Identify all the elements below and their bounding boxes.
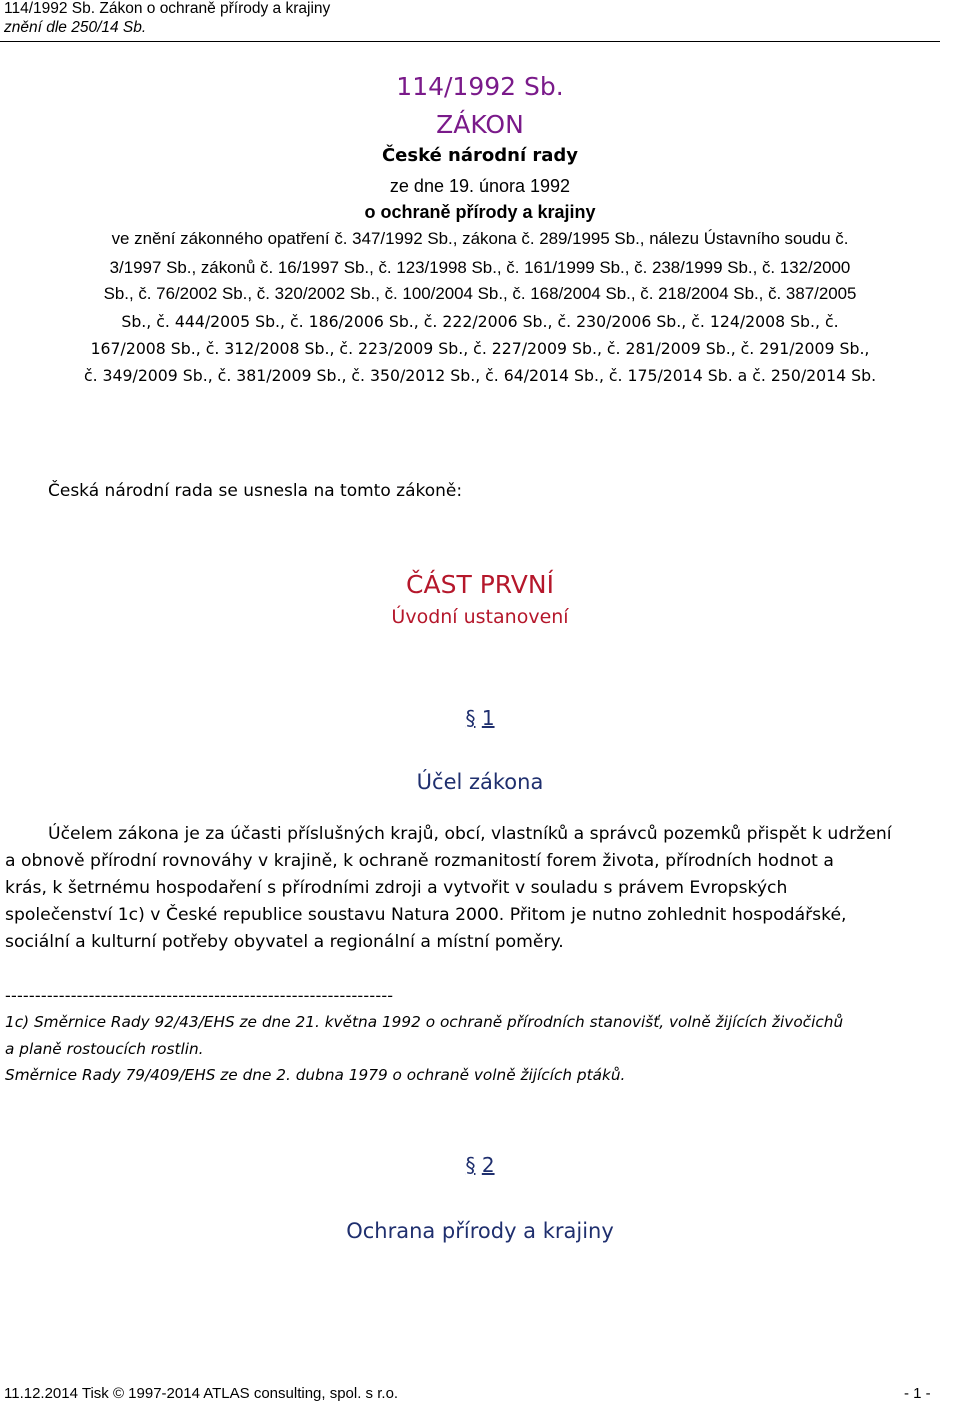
law-date: ze dne 19. února 1992 bbox=[389, 176, 571, 196]
section-2-title: Ochrana přírody a krajiny bbox=[346, 1219, 614, 1243]
amendment-line: 167/2008 Sb., č. 312/2008 Sb., č. 223/2009 Sb., č. 227/2009 Sb., č. 281/2009 Sb., č. 291/2009 Sb., bbox=[90, 339, 870, 358]
footnote-separator: ----------------------------------------------------------------- bbox=[5, 986, 394, 1005]
section-1-text-line: a obnově přírodní rovnováhy v krajině, k ochraně rozmanitostí forem života, přírodních hodnot a bbox=[5, 851, 834, 871]
amendment-line: 3/1997 Sb., zákonů č. 16/1997 Sb., č. 123/1998 Sb., č. 161/1999 Sb., č. 238/1999 Sb., č. 132/2000 bbox=[109, 258, 851, 277]
running-header-version: znění dle 250/14 Sb. bbox=[4, 19, 147, 36]
section-1-text-line: společenství 1c) v České republice soustavu Natura 2000. Přitom je nutno zohlednit hospodářské, bbox=[5, 905, 847, 925]
running-header-title: 114/1992 Sb. Zákon o ochraně přírody a krajiny bbox=[4, 0, 331, 17]
amendment-line: č. 349/2009 Sb., č. 381/2009 Sb., č. 350/2012 Sb., č. 64/2014 Sb., č. 175/2014 Sb. a č. 250/2014 Sb. bbox=[83, 366, 877, 385]
section-2-heading bbox=[0, 1153, 960, 1177]
law-kind: ZÁKON bbox=[436, 110, 524, 139]
footnote-line: Směrnice Rady 79/409/EHS ze dne 2. dubna 1979 o ochraně volně žijících ptáků. bbox=[5, 1066, 626, 1084]
amendment-line: Sb., č. 76/2002 Sb., č. 320/2002 Sb., č. 100/2004 Sb., č. 168/2004 Sb., č. 218/2004 Sb., č. 387/2005 bbox=[103, 284, 857, 303]
part-subtitle: Úvodní ustanovení bbox=[391, 606, 569, 628]
page-number: - 1 - bbox=[904, 1385, 931, 1402]
amendment-line: ve znění zákonného opatření č. 347/1992 Sb., zákona č. 289/1995 Sb., nálezu Ústavního soudu č. bbox=[111, 229, 849, 248]
section-symbol: § bbox=[465, 706, 476, 730]
preamble: Česká národní rada se usnesla na tomto zákoně: bbox=[48, 481, 463, 501]
header-divider bbox=[0, 41, 940, 42]
law-issuer: České národní rady bbox=[381, 145, 579, 166]
page-footer-imprint: 11.12.2014 Tisk © 1997-2014 ATLAS consulting, spol. s r.o. bbox=[4, 1385, 399, 1402]
part-title: ČÁST PRVNÍ bbox=[406, 570, 554, 599]
law-subject: o ochraně přírody a krajiny bbox=[364, 202, 596, 222]
section-1-text-line: krás, k šetrnému hospodaření s přírodními zdroji a vytvořit v souladu s právem Evropských bbox=[5, 878, 788, 898]
section-1-title: Účel zákona bbox=[416, 770, 544, 794]
section-number: 1 bbox=[481, 706, 495, 730]
law-number: 114/1992 Sb. bbox=[396, 72, 564, 101]
footnote-line: a planě rostoucích rostlin. bbox=[5, 1040, 204, 1058]
section-symbol: § bbox=[465, 1153, 476, 1177]
section-1-text-line: Účelem zákona je za účasti příslušných krajů, obcí, vlastníků a správců pozemků přispět k udržení bbox=[48, 824, 892, 844]
section-1-text-line: sociální a kulturní potřeby obyvatel a regionální a místní poměry. bbox=[5, 932, 564, 952]
section-1-heading bbox=[0, 706, 960, 730]
section-number: 2 bbox=[481, 1153, 495, 1177]
amendment-line: Sb., č. 444/2005 Sb., č. 186/2006 Sb., č. 222/2006 Sb., č. 230/2006 Sb., č. 124/2008 Sb., č. bbox=[121, 312, 839, 331]
footnote-line: 1c) Směrnice Rady 92/43/EHS ze dne 21. května 1992 o ochraně přírodních stanovišť, volně žijících živočichů bbox=[5, 1013, 844, 1031]
